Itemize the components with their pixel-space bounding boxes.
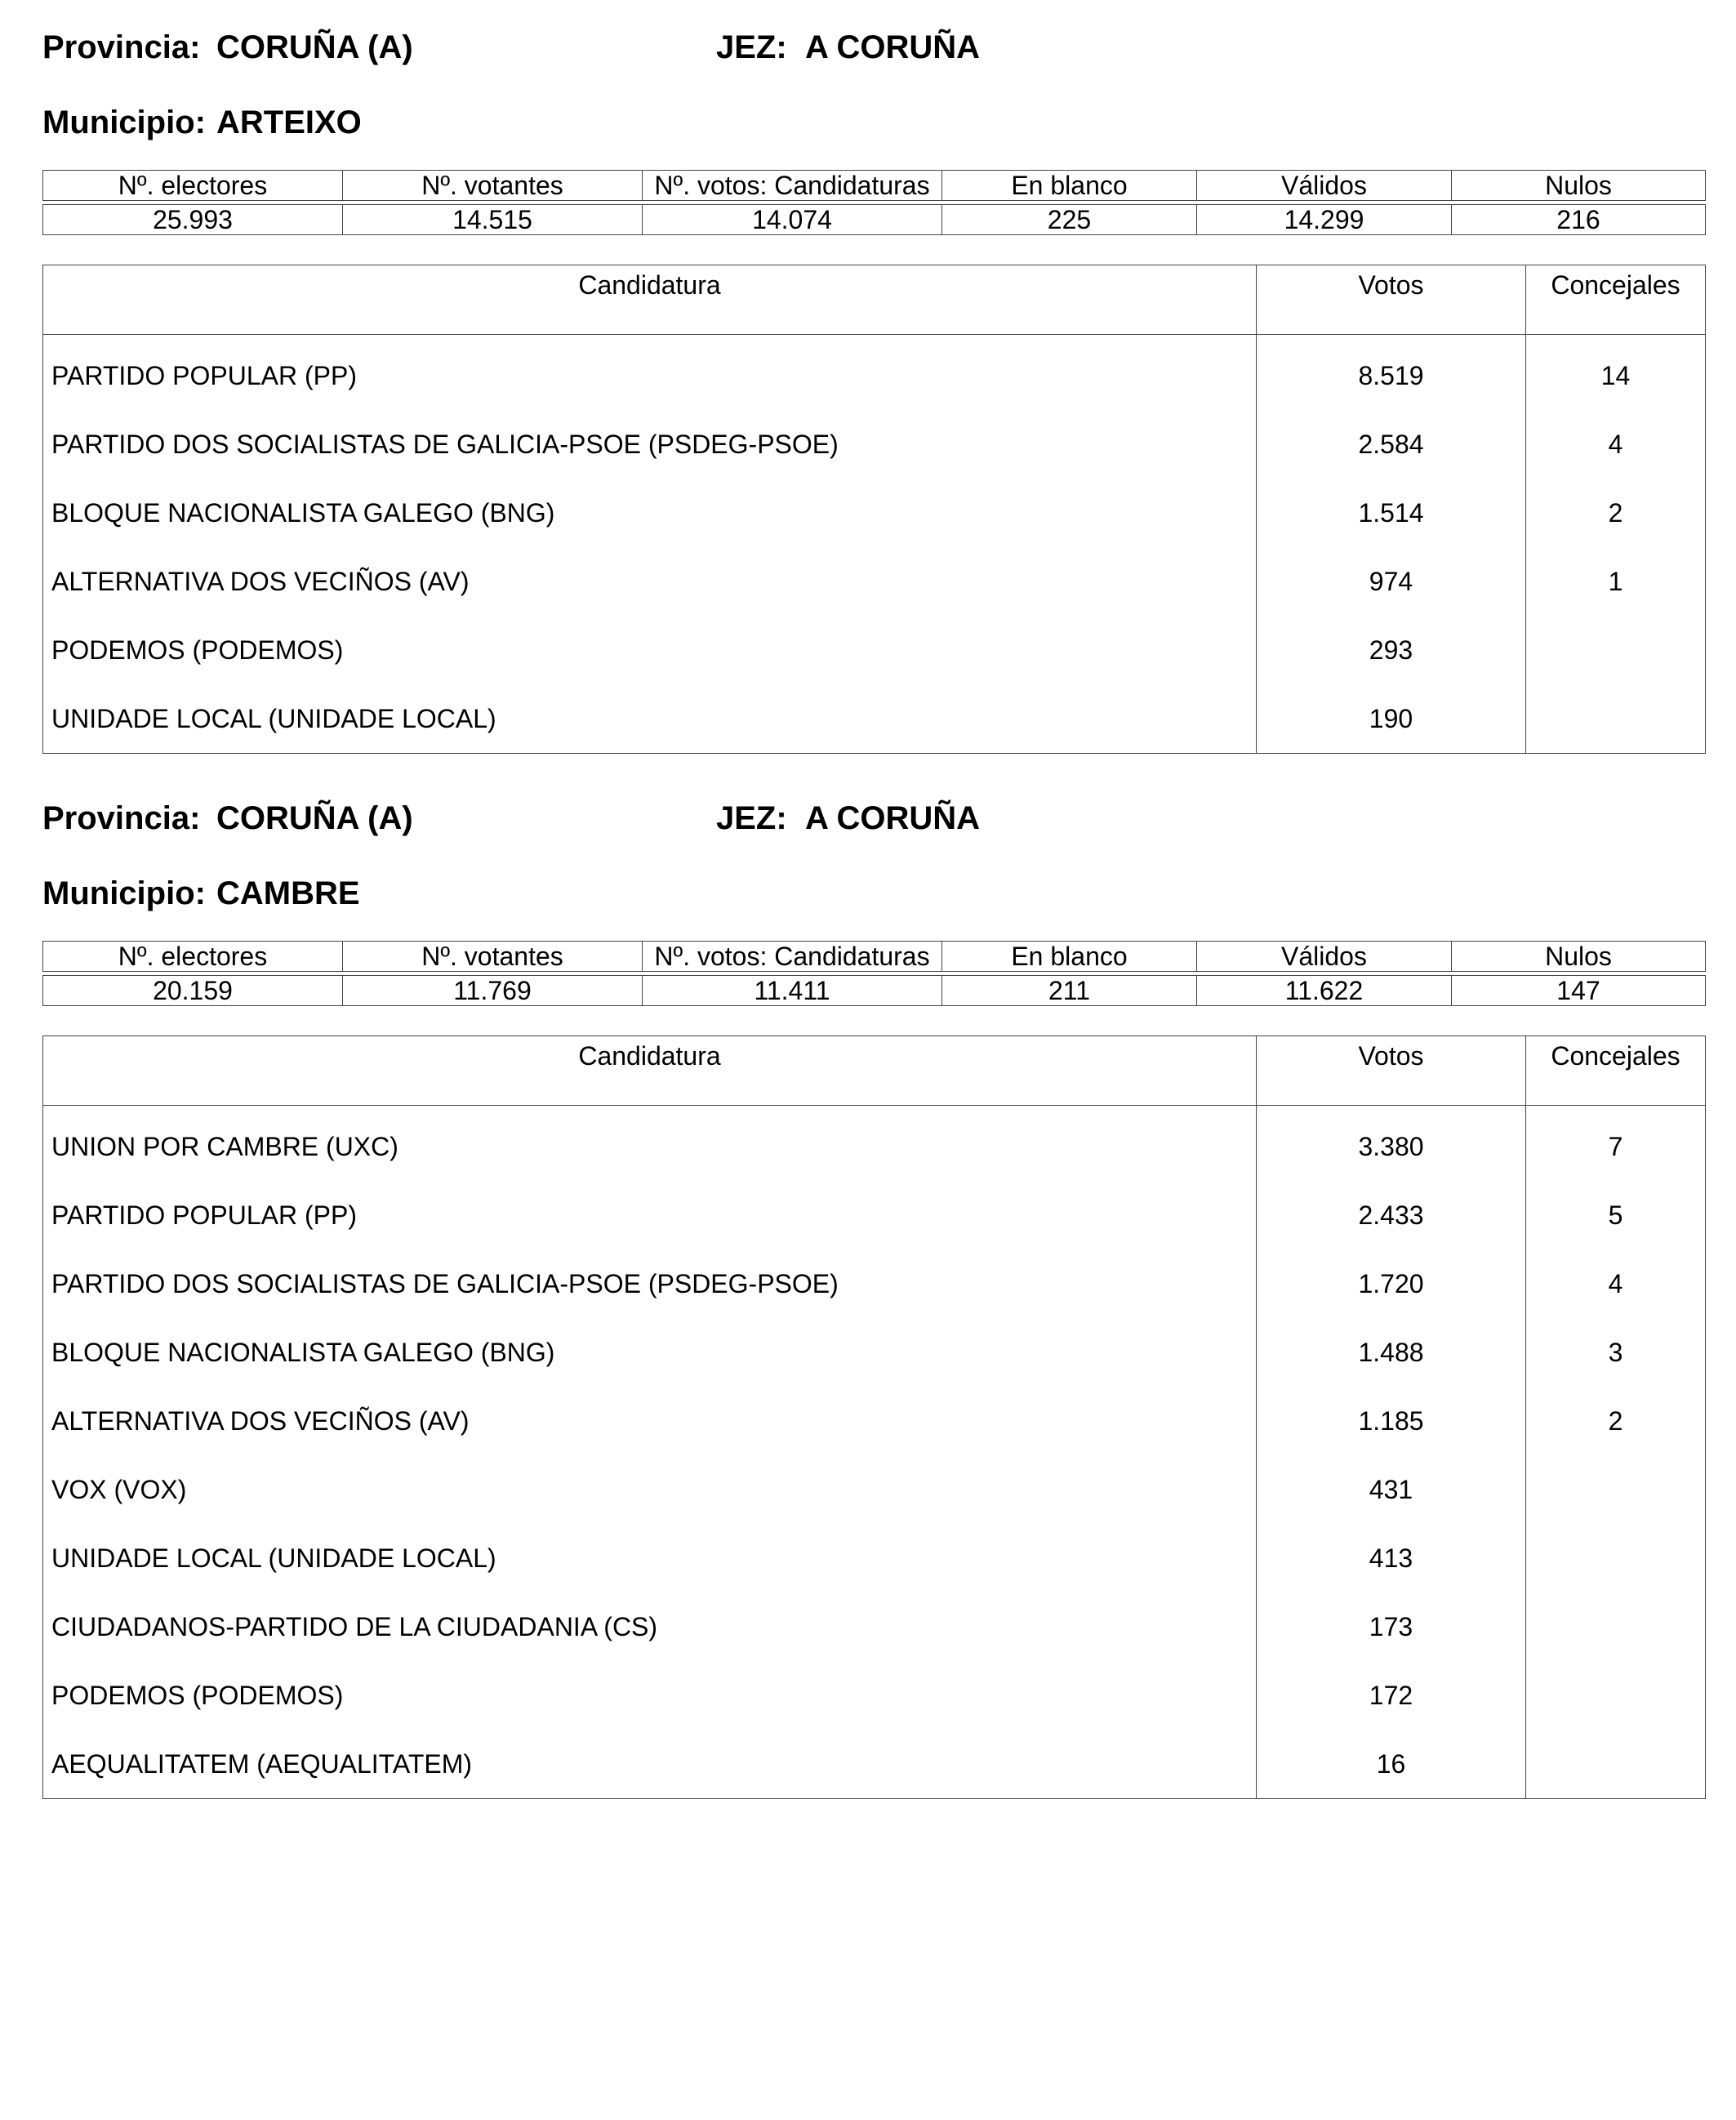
candidaturas-header-row bbox=[43, 265, 1706, 335]
value-validos: 11.622 bbox=[1197, 976, 1452, 1006]
candidatura-concejales: 2 bbox=[1526, 1387, 1706, 1455]
candidatura-concejales: 14 bbox=[1526, 335, 1706, 411]
table-row bbox=[43, 479, 1706, 547]
candidatura-concejales: 4 bbox=[1526, 1249, 1706, 1318]
candidatura-concejales bbox=[1526, 1524, 1706, 1592]
header-votantes: Nº. votantes bbox=[343, 171, 643, 201]
candidatura-votos: 2.584 bbox=[1257, 410, 1526, 479]
jez-label: JEZ: bbox=[716, 800, 787, 836]
candidatura-votos: 1.514 bbox=[1257, 479, 1526, 547]
candidatura-concejales: 5 bbox=[1526, 1181, 1706, 1249]
header-nulos: Nulos bbox=[1452, 942, 1706, 972]
value-en-blanco: 225 bbox=[942, 205, 1197, 235]
header-en-blanco: En blanco bbox=[942, 171, 1197, 201]
table-row bbox=[43, 1524, 1706, 1592]
candidatura-votos: 293 bbox=[1257, 616, 1526, 684]
candidatura-votos: 1.185 bbox=[1257, 1387, 1526, 1455]
value-en-blanco: 211 bbox=[942, 976, 1197, 1006]
summary-table bbox=[42, 941, 1706, 1006]
summary-header-row bbox=[43, 171, 1706, 201]
header-votos: Votos bbox=[1257, 265, 1526, 335]
value-electores: 20.159 bbox=[43, 976, 343, 1006]
header-electores: Nº. electores bbox=[43, 942, 343, 972]
candidatura-votos: 1.720 bbox=[1257, 1249, 1526, 1318]
table-row bbox=[43, 1387, 1706, 1455]
value-nulos: 147 bbox=[1452, 976, 1706, 1006]
candidatura-votos: 16 bbox=[1257, 1730, 1526, 1799]
jez-label: JEZ: bbox=[716, 29, 787, 65]
candidatura-name: ALTERNATIVA DOS VECIÑOS (AV) bbox=[43, 1387, 1257, 1455]
value-votantes: 14.515 bbox=[343, 205, 643, 235]
table-row bbox=[43, 1592, 1706, 1661]
candidatura-name: PODEMOS (PODEMOS) bbox=[43, 1661, 1257, 1730]
candidatura-name: PARTIDO DOS SOCIALISTAS DE GALICIA-PSOE (PSDEG-PSOE) bbox=[43, 1249, 1257, 1318]
municipio-label: Municipio: bbox=[42, 875, 206, 911]
candidatura-votos: 431 bbox=[1257, 1455, 1526, 1524]
header-votos-candidaturas: Nº. votos: Candidaturas bbox=[643, 942, 942, 972]
header-validos: Válidos bbox=[1197, 942, 1452, 972]
header-concejales: Concejales bbox=[1526, 265, 1706, 335]
candidatura-concejales: 2 bbox=[1526, 479, 1706, 547]
candidatura-name: UNION POR CAMBRE (UXC) bbox=[43, 1106, 1257, 1182]
value-nulos: 216 bbox=[1452, 205, 1706, 235]
candidatura-name: BLOQUE NACIONALISTA GALEGO (BNG) bbox=[43, 479, 1257, 547]
candidatura-concejales bbox=[1526, 1592, 1706, 1661]
candidaturas-table bbox=[42, 1036, 1706, 1799]
candidatura-name: PARTIDO DOS SOCIALISTAS DE GALICIA-PSOE (PSDEG-PSOE) bbox=[43, 410, 1257, 479]
candidatura-concejales bbox=[1526, 1455, 1706, 1524]
section-arteixo bbox=[42, 28, 1705, 763]
jez-value: A CORUÑA bbox=[805, 29, 981, 65]
municipio-value: ARTEIXO bbox=[216, 105, 362, 140]
summary-value-row bbox=[43, 205, 1706, 235]
table-row bbox=[43, 410, 1706, 479]
candidatura-name: UNIDADE LOCAL (UNIDADE LOCAL) bbox=[43, 684, 1257, 754]
header-votantes: Nº. votantes bbox=[343, 942, 643, 972]
header-nulos: Nulos bbox=[1452, 171, 1706, 201]
jez-value: A CORUÑA bbox=[805, 800, 981, 836]
municipio-label: Municipio: bbox=[42, 105, 206, 140]
candidatura-concejales: 3 bbox=[1526, 1318, 1706, 1387]
candidatura-name: AEQUALITATEM (AEQUALITATEM) bbox=[43, 1730, 1257, 1799]
header-electores: Nº. electores bbox=[43, 171, 343, 201]
summary-header-row bbox=[43, 942, 1706, 972]
candidatura-name: PARTIDO POPULAR (PP) bbox=[43, 335, 1257, 411]
candidatura-name: ALTERNATIVA DOS VECIÑOS (AV) bbox=[43, 547, 1257, 616]
candidatura-votos: 2.433 bbox=[1257, 1181, 1526, 1249]
table-row bbox=[43, 1661, 1706, 1730]
provincia-value: CORUÑA (A) bbox=[216, 800, 413, 836]
candidatura-votos: 190 bbox=[1257, 684, 1526, 754]
header-en-blanco: En blanco bbox=[942, 942, 1197, 972]
header-votos-candidaturas: Nº. votos: Candidaturas bbox=[643, 171, 942, 201]
candidatura-concejales bbox=[1526, 1661, 1706, 1730]
summary-value-row bbox=[43, 976, 1706, 1006]
provincia-value: CORUÑA (A) bbox=[216, 29, 413, 65]
candidatura-name: CIUDADANOS-PARTIDO DE LA CIUDADANIA (CS) bbox=[43, 1592, 1257, 1661]
candidatura-name: BLOQUE NACIONALISTA GALEGO (BNG) bbox=[43, 1318, 1257, 1387]
candidatura-votos: 8.519 bbox=[1257, 335, 1526, 411]
table-row bbox=[43, 616, 1706, 684]
value-votos-candidaturas: 11.411 bbox=[643, 976, 942, 1006]
candidatura-concejales: 7 bbox=[1526, 1106, 1706, 1182]
candidatura-votos: 974 bbox=[1257, 547, 1526, 616]
candidatura-votos: 172 bbox=[1257, 1661, 1526, 1730]
section-cambre bbox=[42, 799, 1705, 1860]
table-row bbox=[43, 1318, 1706, 1387]
candidatura-name: PODEMOS (PODEMOS) bbox=[43, 616, 1257, 684]
header-votos: Votos bbox=[1257, 1036, 1526, 1106]
table-row bbox=[43, 1106, 1706, 1182]
candidatura-concejales bbox=[1526, 684, 1706, 754]
candidatura-concejales bbox=[1526, 1730, 1706, 1799]
candidatura-name: PARTIDO POPULAR (PP) bbox=[43, 1181, 1257, 1249]
table-row bbox=[43, 335, 1706, 411]
value-votos-candidaturas: 14.074 bbox=[643, 205, 942, 235]
summary-table bbox=[42, 170, 1706, 235]
value-validos: 14.299 bbox=[1197, 205, 1452, 235]
value-votantes: 11.769 bbox=[343, 976, 643, 1006]
candidatura-votos: 173 bbox=[1257, 1592, 1526, 1661]
candidatura-name: UNIDADE LOCAL (UNIDADE LOCAL) bbox=[43, 1524, 1257, 1592]
candidaturas-table bbox=[42, 265, 1706, 754]
candidatura-concejales: 1 bbox=[1526, 547, 1706, 616]
header-validos: Válidos bbox=[1197, 171, 1452, 201]
header-concejales: Concejales bbox=[1526, 1036, 1706, 1106]
table-row bbox=[43, 1455, 1706, 1524]
candidatura-concejales bbox=[1526, 616, 1706, 684]
table-row bbox=[43, 1730, 1706, 1799]
candidatura-votos: 413 bbox=[1257, 1524, 1526, 1592]
candidaturas-header-row bbox=[43, 1036, 1706, 1106]
municipio-value: CAMBRE bbox=[216, 875, 360, 911]
table-row bbox=[43, 684, 1706, 754]
provincia-label: Provincia: bbox=[42, 29, 201, 65]
header-candidatura: Candidatura bbox=[43, 1036, 1257, 1106]
table-row bbox=[43, 547, 1706, 616]
candidatura-votos: 3.380 bbox=[1257, 1106, 1526, 1182]
header-candidatura: Candidatura bbox=[43, 265, 1257, 335]
value-electores: 25.993 bbox=[43, 205, 343, 235]
table-row bbox=[43, 1249, 1706, 1318]
table-row bbox=[43, 1181, 1706, 1249]
provincia-label: Provincia: bbox=[42, 800, 201, 836]
candidatura-concejales: 4 bbox=[1526, 410, 1706, 479]
candidatura-name: VOX (VOX) bbox=[43, 1455, 1257, 1524]
candidatura-votos: 1.488 bbox=[1257, 1318, 1526, 1387]
